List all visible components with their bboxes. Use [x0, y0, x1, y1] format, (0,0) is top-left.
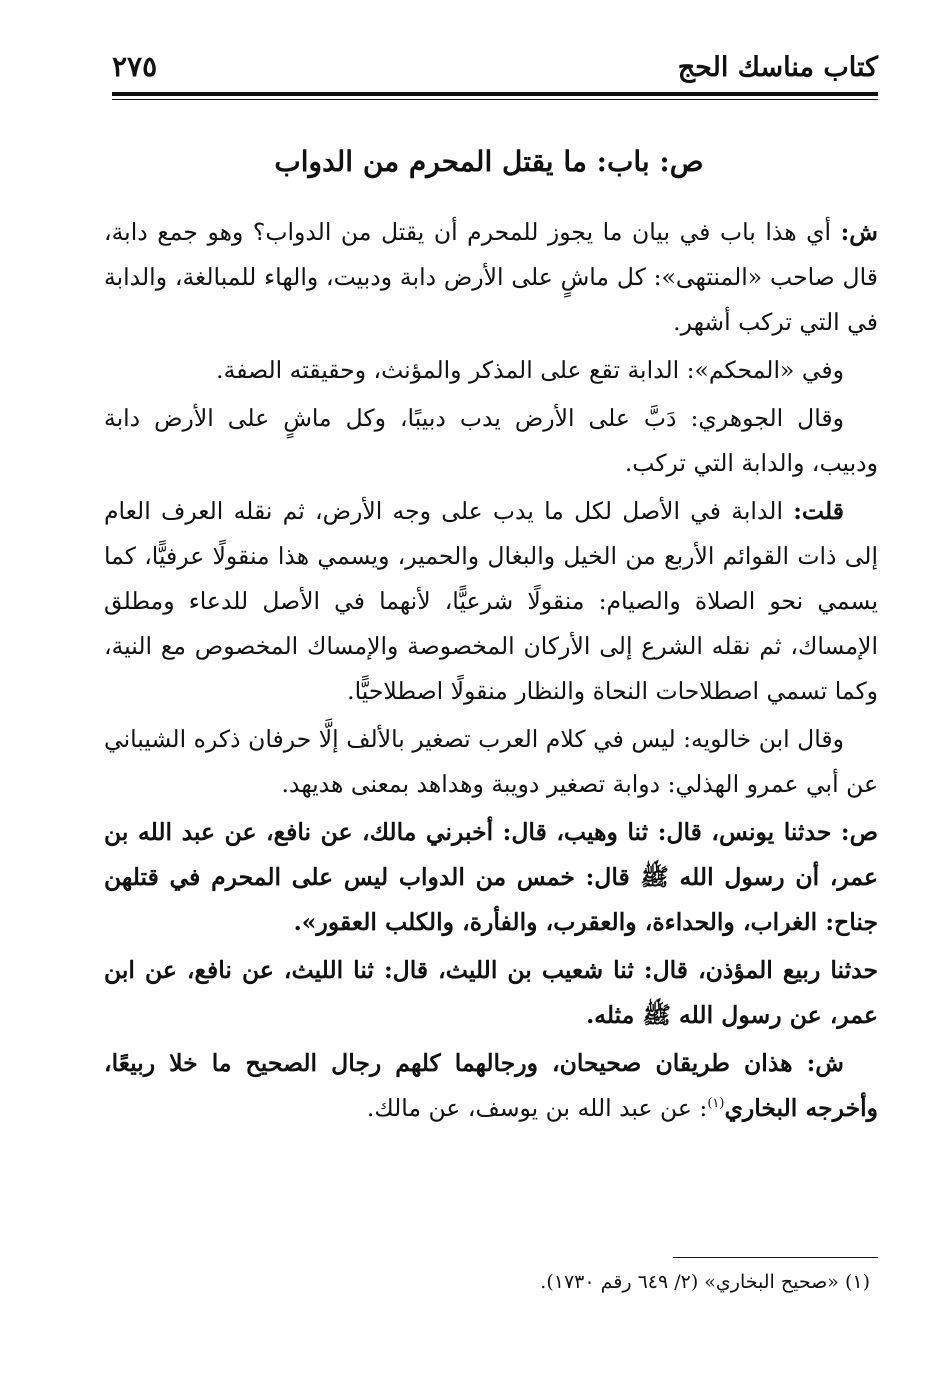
book-title: كتاب مناسك الحج: [677, 52, 878, 83]
header-rule-thick: [112, 92, 878, 96]
paragraph-commentary-closing: [104, 1041, 878, 1131]
paragraph-hadith-two: [104, 948, 878, 1038]
paragraph-bold-text: هذان طريقان صحيحان، ورجالهما كلهم رجال الصحيح ما خلا ربيعًا، وأخرجه البخاري: [104, 1049, 878, 1122]
paragraph-muhkam: [104, 348, 878, 393]
chapter-heading: ص: باب: ما يقتل المحرم من الدواب: [274, 145, 704, 178]
paragraph-text: : عن عبد الله بن يوسف، عن مالك.: [366, 1094, 708, 1122]
paragraph-text: وفي «المحكم»: الدابة تقع على المذكر والمؤنث، وحقيقته الصفة.: [216, 356, 844, 384]
paragraph-lead: ص:: [840, 818, 878, 846]
paragraph-lead: ش:: [840, 218, 878, 246]
paragraph-commentary-intro: [104, 210, 878, 345]
paragraph-text: حدثنا ربيع المؤذن، قال: ثنا شعيب بن الليث، قال: ثنا الليث، عن نافع، عن ابن عمر، عن رسول الله ﷺ مثله.: [104, 956, 878, 1029]
paragraph-text: أي هذا باب في بيان ما يجوز للمحرم أن يقتل من الدواب؟ وهو جمع دابة، قال صاحب «المنتهى»: كل ماشٍ على الأرض دابة ودبيت، والهاء للمبالغة، والدابة في التي تركب أشهر.: [104, 218, 878, 336]
page-number: ٢٧٥: [112, 50, 158, 83]
paragraph-lead: ش:: [806, 1049, 844, 1077]
running-header: [112, 46, 878, 90]
paragraph-ibn-khalawayh: [104, 717, 878, 807]
footnote: (١) «صحيح البخاري» (٢/ ٦٤٩ رقم ١٧٣٠).: [540, 1271, 870, 1293]
paragraph-lead: قلت:: [793, 497, 844, 525]
footnote-marker[interactable]: (١): [707, 1096, 725, 1112]
paragraph-text: وقال الجوهري: دَبَّ على الأرض يدب دبيبًا، وكل ماشٍ على الأرض دابة ودبيب، والدابة التي تركب.: [104, 404, 878, 477]
footnote-divider: [673, 1257, 878, 1258]
paragraph-text: الدابة في الأصل لكل ما يدب على وجه الأرض، ثم نقله العرف العام إلى ذات القوائم الأربع من الخيل والبغال والحمير، ويسمي هذا منقولًا عرفيًّا، كما يسمي نحو الصلاة والصيام: منقولًا شرعيًّا، لأنهما في الأصل للدعاء ومطلق الإمساك، ثم نقله الشرع إلى الأركان المخصوصة والإمساك المخصوص مع النية، وكما تسمي اصطلاحات النحاة والنظار منقولًا اصطلاحيًّا.: [104, 497, 878, 705]
paragraph-text: وقال ابن خالويه: ليس في كلام العرب تصغير بالألف إلَّا حرفان ذكره الشيباني عن أبي عمرو الهذلي: دوابة تصغير دويبة وهداهد بمعنى هديهد.: [104, 725, 878, 798]
body-text: [104, 210, 878, 1134]
paragraph-hadith-one: [104, 810, 878, 945]
paragraph-jawhari: [104, 396, 878, 486]
paragraph-text: حدثنا يونس، قال: ثنا وهيب، قال: أخبرني مالك، عن نافع، عن عبد الله بن عمر، أن رسول الله ﷺ قال: خمس من الدواب ليس على المحرم في قتلهن جناح: الغراب، والحداءة، والعقرب، والفأرة، والكلب العقور».: [104, 818, 878, 936]
paragraph-qultu: [104, 489, 878, 714]
header-rule-thin: [112, 99, 878, 100]
